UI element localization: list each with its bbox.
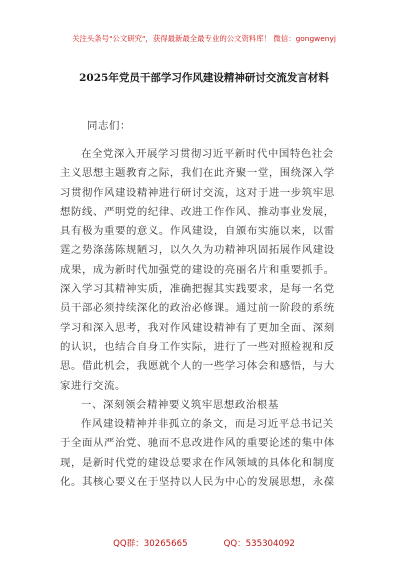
body-line: 作风建设精神并非孤立的条文，而是习近平总书记关 (81, 418, 334, 431)
body-line: 成果，成为新时代加强党的建设的亮丽名片和重要抓手。 (60, 263, 335, 276)
body-line: 家进行交流。 (60, 379, 126, 392)
body-line: 主义思想主题教育之际，我们在此齐聚一堂，围绕深入学 (60, 167, 335, 180)
document-title: 2025年党员干部学习作风建设精神研讨交流发言材料 (79, 72, 329, 84)
body-line: 员干部必须持续深化的政治必修课。通过前一阶段的系统 (60, 302, 335, 315)
greeting: 同志们： (87, 120, 131, 132)
body-line: 想防线、严明党的纪律、改进工作作风、推动事业发展， (60, 205, 335, 218)
body-line: 学习和深入思考，我对作风建设精神有了更加全面、深刻 (60, 321, 335, 334)
body-line: 霆之势涤荡陈规陋习，以久久为功精神巩固拓展作风建设 (60, 244, 335, 257)
body-line: 在全党深入开展学习贯彻习近平新时代中国特色社会 (81, 148, 334, 160)
body-line: 深入学习其精神实质，准确把握其实践要求，是每一名党 (60, 283, 335, 296)
header-notice: 关注头条号"公文研究"，获得最新最全最专业的公文资料库！ 微信：gongwenyj (72, 34, 336, 43)
footer-contact (0, 537, 408, 549)
body-line: 习贯彻作风建设精神进行研讨交流，这对于进一步筑牢思 (60, 186, 335, 199)
body-line: 于全面从严治党、驰而不息改进作风的重要论述的集中体 (60, 437, 335, 450)
body-line: 现，是新时代党的建设总要求在作风领域的具体化和制度 (60, 456, 335, 469)
body-line: 的认识，也结合自身工作实际，进行了一些对照检视和反 (60, 340, 335, 353)
body-line: 化。其核心要义在于坚持以人民为中心的发展思想，永葆 (60, 476, 335, 489)
document-body (60, 145, 350, 492)
qq-number: QQ：535304092 (223, 539, 295, 549)
qq-group-number: QQ群：30265665 (113, 539, 188, 549)
body-line: 思。借此机会，我愿就个人的一些学习体会和感悟，与大 (60, 360, 335, 373)
section-heading: 一、深刻领会精神要义筑牢思想政治根基 (81, 398, 279, 411)
body-line: 具有极为重要的意义。作风建设，自颁布实施以来，以雷 (60, 225, 335, 238)
